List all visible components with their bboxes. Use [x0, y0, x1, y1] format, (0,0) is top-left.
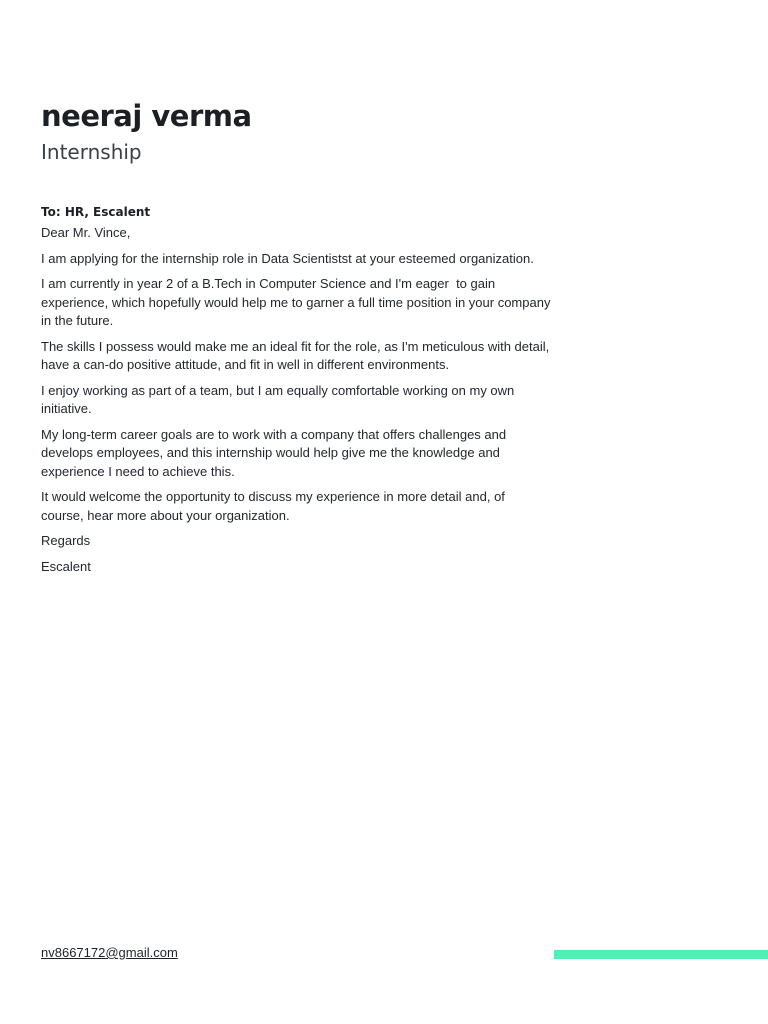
letter-paragraph: I am applying for the internship role in Data Scientistst at your esteemed organization.: [41, 250, 534, 266]
letter-body: [41, 203, 555, 583]
salutation: Dear Mr. Vince,: [41, 225, 131, 240]
letter-paragraph: It would welcome the opportunity to discuss my experience in more detail and, of course, hear more about your organization.: [41, 489, 509, 523]
letter-paragraph: My long-term career goals are to work with a company that offers challenges and develops employees, and this internship would help give me the knowledge and experience I need to achieve this.: [41, 426, 510, 479]
applicant-name: neeraj verma: [41, 99, 252, 133]
email-link[interactable]: nv8667172@gmail.com: [41, 945, 178, 960]
accent-bar: [554, 950, 768, 959]
letter-paragraph: I enjoy working as part of a team, but I am equally comfortable working on my own initiative.: [41, 382, 518, 416]
letter-header: [41, 96, 252, 165]
recipient-line: To: HR, Escalent: [41, 205, 151, 219]
signature: Escalent: [41, 558, 91, 574]
applied-role: Internship: [41, 140, 142, 164]
letter-paragraph: I am currently in year 2 of a B.Tech in Computer Science and I'm eager to gain experience, which hopefully would help me to garner a full time position in your company in the future.: [41, 276, 555, 328]
closing: Regards: [41, 533, 91, 548]
letter-paragraph: The skills I possess would make me an ideal fit for the role, as I'm meticulous with detail, have a can-do positive attitude, and fit in well in different environments.: [41, 338, 553, 372]
